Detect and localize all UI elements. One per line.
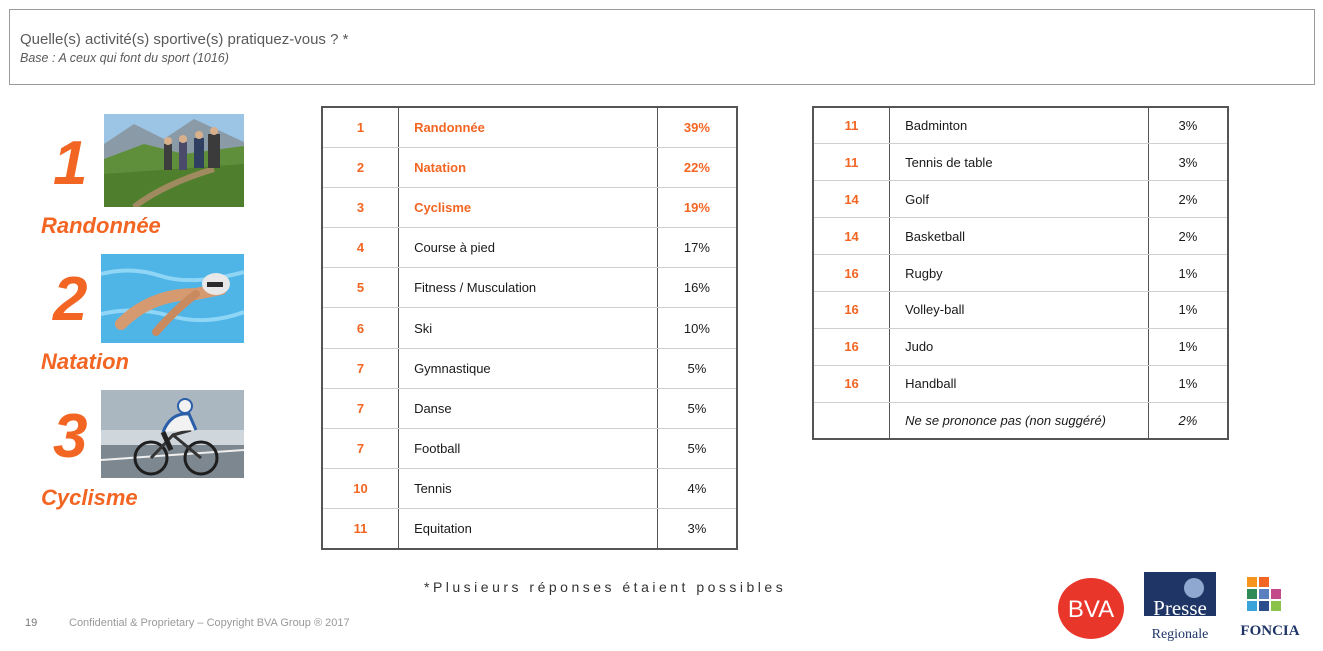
cycling-photo bbox=[101, 390, 244, 478]
table-row bbox=[813, 107, 1228, 144]
table-row bbox=[322, 107, 737, 147]
rank-cell: 11 bbox=[322, 509, 399, 549]
rank-cell: 14 bbox=[813, 181, 890, 218]
percent-cell: 39% bbox=[657, 107, 737, 147]
rank-cell: 5 bbox=[322, 268, 399, 308]
table-row bbox=[813, 255, 1228, 292]
table-row bbox=[813, 402, 1228, 439]
activity-cell: Fitness / Musculation bbox=[399, 268, 658, 308]
rank-cell: 6 bbox=[322, 308, 399, 348]
table-row bbox=[322, 308, 737, 348]
activity-cell: Course à pied bbox=[399, 228, 658, 268]
activity-cell: Tennis de table bbox=[890, 144, 1149, 181]
rank-cell: 16 bbox=[813, 365, 890, 402]
swimming-photo bbox=[101, 254, 244, 343]
rank-cell bbox=[813, 402, 890, 439]
activity-cell: Equitation bbox=[399, 509, 658, 549]
podium-label-1: Randonnée bbox=[41, 213, 161, 238]
table-row bbox=[813, 365, 1228, 402]
hiking-photo bbox=[104, 114, 244, 207]
table-row bbox=[322, 228, 737, 268]
table-row bbox=[322, 388, 737, 428]
activity-cell: Cyclisme bbox=[399, 187, 658, 227]
percent-cell: 4% bbox=[657, 469, 737, 509]
table-row bbox=[813, 291, 1228, 328]
question-title: Quelle(s) activité(s) sportive(s) pratiquez-vous ? * bbox=[20, 31, 349, 48]
rank-cell: 16 bbox=[813, 255, 890, 292]
percent-cell: 3% bbox=[1148, 144, 1228, 181]
ranking-table-right bbox=[812, 106, 1229, 440]
table-row bbox=[813, 144, 1228, 181]
regionale-logo-text: Regionale bbox=[1151, 627, 1209, 642]
table-row bbox=[322, 509, 737, 549]
rank-cell: 7 bbox=[322, 388, 399, 428]
rank-cell: 3 bbox=[322, 187, 399, 227]
table-row bbox=[322, 147, 737, 187]
question-box bbox=[9, 9, 1315, 85]
activity-cell: Tennis bbox=[399, 469, 658, 509]
rank-cell: 11 bbox=[813, 144, 890, 181]
percent-cell: 1% bbox=[1148, 328, 1228, 365]
percent-cell: 1% bbox=[1148, 255, 1228, 292]
percent-cell: 17% bbox=[657, 228, 737, 268]
rank-cell: 16 bbox=[813, 328, 890, 365]
rank-cell: 14 bbox=[813, 218, 890, 255]
percent-cell: 1% bbox=[1148, 291, 1228, 328]
footnote: *Plusieurs réponses étaient possibles bbox=[424, 579, 787, 595]
activity-cell: Gymnastique bbox=[399, 348, 658, 388]
copyright-text: Confidential & Proprietary – Copyright BVA Group ® 2017 bbox=[69, 617, 350, 629]
activity-cell: Ski bbox=[399, 308, 658, 348]
activity-cell: Badminton bbox=[890, 107, 1149, 144]
activity-cell: Volley-ball bbox=[890, 291, 1149, 328]
table-row bbox=[322, 187, 737, 227]
percent-cell: 5% bbox=[657, 388, 737, 428]
percent-cell: 3% bbox=[657, 509, 737, 549]
percent-cell: 19% bbox=[657, 187, 737, 227]
table-row bbox=[322, 268, 737, 308]
foncia-logo bbox=[1234, 573, 1306, 641]
ranking-table-left bbox=[321, 106, 738, 550]
percent-cell: 1% bbox=[1148, 365, 1228, 402]
percent-cell: 2% bbox=[1148, 402, 1228, 439]
rank-cell: 2 bbox=[322, 147, 399, 187]
foncia-logo-text: FONCIA bbox=[1240, 623, 1300, 639]
percent-cell: 2% bbox=[1148, 218, 1228, 255]
activity-cell: Danse bbox=[399, 388, 658, 428]
rank-cell: 7 bbox=[322, 348, 399, 388]
rank-cell: 4 bbox=[322, 228, 399, 268]
activity-cell: Ne se prononce pas (non suggéré) bbox=[890, 402, 1149, 439]
table-row bbox=[322, 348, 737, 388]
percent-cell: 16% bbox=[657, 268, 737, 308]
rank-cell: 11 bbox=[813, 107, 890, 144]
percent-cell: 22% bbox=[657, 147, 737, 187]
bva-logo bbox=[1057, 577, 1125, 640]
question-base: Base : A ceux qui font du sport (1016) bbox=[20, 51, 229, 65]
percent-cell: 5% bbox=[657, 429, 737, 469]
rank-cell: 1 bbox=[322, 107, 399, 147]
table-row bbox=[813, 218, 1228, 255]
rank-cell: 16 bbox=[813, 291, 890, 328]
table-row bbox=[813, 328, 1228, 365]
rank-cell: 7 bbox=[322, 429, 399, 469]
podium-rank-3: 3 bbox=[53, 402, 88, 471]
podium-rank-1: 1 bbox=[53, 129, 88, 198]
percent-cell: 2% bbox=[1148, 181, 1228, 218]
table-row bbox=[322, 469, 737, 509]
activity-cell: Handball bbox=[890, 365, 1149, 402]
presse-logo-text: Presse bbox=[1153, 596, 1207, 620]
percent-cell: 10% bbox=[657, 308, 737, 348]
percent-cell: 5% bbox=[657, 348, 737, 388]
activity-cell: Football bbox=[399, 429, 658, 469]
activity-cell: Rugby bbox=[890, 255, 1149, 292]
podium-label-3: Cyclisme bbox=[41, 485, 138, 510]
activity-cell: Natation bbox=[399, 147, 658, 187]
activity-cell: Golf bbox=[890, 181, 1149, 218]
table-row bbox=[813, 181, 1228, 218]
table-row bbox=[322, 429, 737, 469]
podium-rank-2: 2 bbox=[53, 265, 88, 334]
page-number: 19 bbox=[25, 617, 38, 629]
activity-cell: Basketball bbox=[890, 218, 1149, 255]
presse-regionale-logo bbox=[1144, 572, 1216, 642]
activity-cell: Judo bbox=[890, 328, 1149, 365]
podium-label-2: Natation bbox=[41, 349, 129, 374]
rank-cell: 10 bbox=[322, 469, 399, 509]
activity-cell: Randonnée bbox=[399, 107, 658, 147]
bva-logo-text: BVA bbox=[1067, 596, 1115, 623]
percent-cell: 3% bbox=[1148, 107, 1228, 144]
